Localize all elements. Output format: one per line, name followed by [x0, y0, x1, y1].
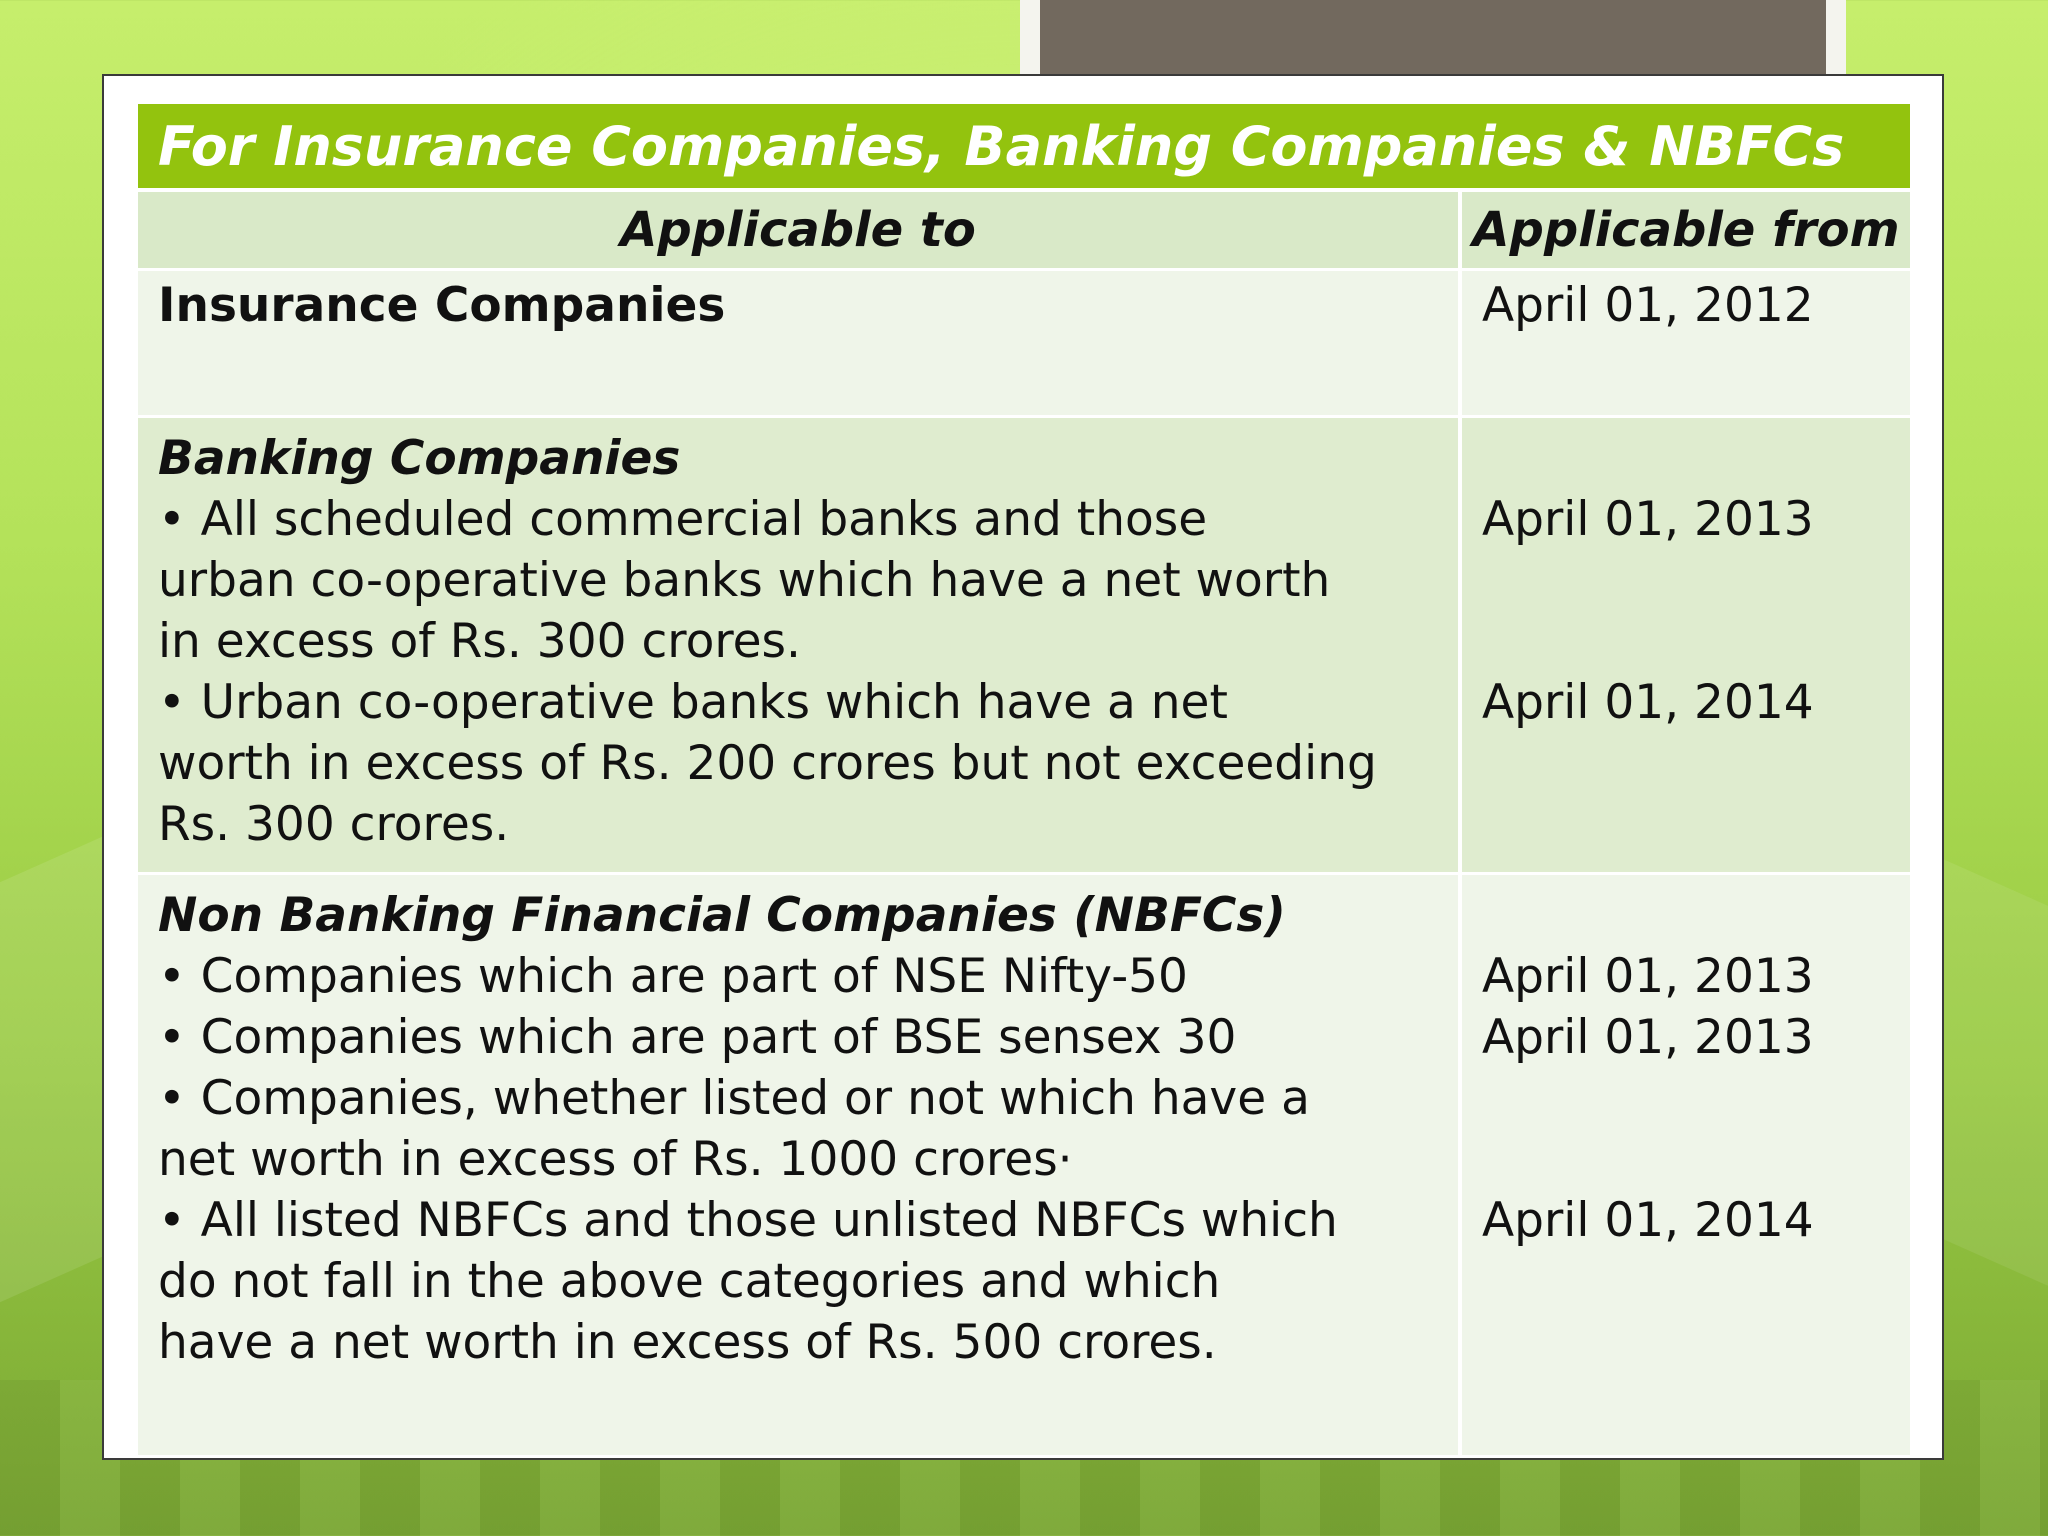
applicable-from-cell — [1458, 875, 1910, 1455]
table-title: For Insurance Companies, Banking Companies & NBFCs — [138, 104, 1910, 192]
applicable-from-cell — [1458, 271, 1910, 418]
date-text: April 01, 2012 — [1482, 278, 1814, 333]
date-text: April 01, 2014 — [1482, 675, 1814, 730]
bullet-line: • Urban co-operative banks which have a net — [158, 675, 1228, 730]
bullet-line: have a net worth in excess of Rs. 500 crores. — [158, 1315, 1217, 1370]
row-heading: Non Banking Financial Companies (NBFCs) — [158, 888, 1286, 943]
table-row — [138, 271, 1910, 418]
bullet-line: • Companies, whether listed or not which have a — [158, 1071, 1310, 1126]
bullet-line: in excess of Rs. 300 crores. — [158, 614, 801, 669]
table-row — [138, 418, 1910, 875]
bullet-line: • All listed NBFCs and those unlisted NBFCs which — [158, 1193, 1338, 1248]
spacer — [1482, 885, 1894, 946]
bullet-line: net worth in excess of Rs. 1000 crores· — [158, 1132, 1073, 1187]
spacer — [1482, 1129, 1894, 1190]
date-text: April 01, 2014 — [1482, 1193, 1814, 1248]
bullet-line: do not fall in the above categories and which — [158, 1254, 1221, 1309]
row-heading: Insurance Companies — [158, 278, 726, 333]
spacer — [1482, 1068, 1894, 1129]
date-text: April 01, 2013 — [1482, 492, 1814, 547]
bullet-line: • All scheduled commercial banks and those — [158, 492, 1208, 547]
applicability-table — [138, 104, 1910, 1455]
applicable-from-cell — [1458, 418, 1910, 875]
applicable-to-cell — [138, 271, 1458, 418]
bullet-line: • Companies which are part of BSE sensex 30 — [158, 1010, 1237, 1065]
row-heading: Banking Companies — [158, 431, 681, 486]
bullet-line: • Companies which are part of NSE Nifty-50 — [158, 949, 1188, 1004]
spacer — [1482, 611, 1894, 672]
applicable-to-cell — [138, 875, 1458, 1455]
bullet-line: Rs. 300 crores. — [158, 797, 510, 852]
table-row — [138, 875, 1910, 1455]
spacer — [1482, 428, 1894, 489]
bullet-line: urban co-operative banks which have a net worth — [158, 553, 1331, 608]
applicable-to-cell — [138, 418, 1458, 875]
date-text: April 01, 2013 — [1482, 1010, 1814, 1065]
column-header-applicable-to: Applicable to — [138, 192, 1458, 271]
bullet-line: worth in excess of Rs. 200 crores but not exceeding — [158, 736, 1377, 791]
column-header-applicable-from: Applicable from — [1458, 192, 1910, 271]
date-text: April 01, 2013 — [1482, 949, 1814, 1004]
spacer — [1482, 550, 1894, 611]
